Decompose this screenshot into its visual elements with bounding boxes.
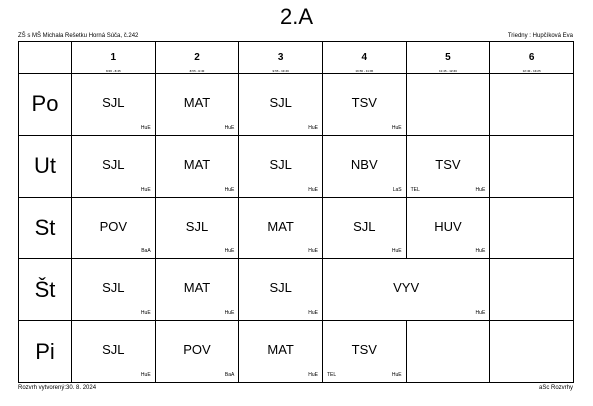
lesson-subject: MAT [267,218,294,234]
lesson-cell[interactable] [239,74,323,136]
day-label: Po [19,74,72,136]
school-name: ZŠ s MŠ Michala Rešetku Horná Súča, č.242 [18,33,139,39]
lesson-subject: POV [99,218,128,234]
lesson-teacher: HuE [224,310,235,317]
lesson-cell[interactable] [155,321,239,383]
lesson-subject: MAT [183,95,211,110]
lesson-subject: MAT [267,342,294,358]
lesson-teacher: BaA [141,248,151,255]
lesson-teacher: HuE [475,310,486,317]
lesson-cell[interactable] [322,197,406,259]
period-header [239,42,323,74]
lesson-cell[interactable] [72,197,156,259]
lesson-subject: HUV [434,218,462,234]
day-row [19,135,574,197]
day-label: St [19,197,72,259]
timetable-title: 2.A [279,4,314,29]
lesson-cell[interactable] [322,321,406,383]
period-header [322,42,406,74]
lesson-cell[interactable] [406,135,490,197]
lesson-subject: SJL [269,95,292,110]
lesson-subject: NBV [350,156,378,172]
period-header [406,42,490,74]
period-time: 8:55 - 9:40 [189,69,205,73]
lesson-subject: SJL [353,218,376,234]
lesson-teacher: HuE [391,371,402,378]
lesson-cell[interactable] [155,259,239,321]
lesson-room: TEL [410,186,420,193]
lesson-cell[interactable] [322,259,489,321]
lesson-cell[interactable] [72,74,156,136]
class-teacher: Triedny : Hupčíková Eva [507,33,573,39]
period-header [155,42,239,74]
lesson-teacher: HuE [308,124,318,131]
lesson-teacher: BaA [224,371,235,378]
lesson-cell[interactable] [490,321,574,383]
lesson-cell[interactable] [490,74,574,136]
day-row [19,74,574,136]
lesson-cell[interactable] [239,259,323,321]
lesson-cell[interactable] [406,197,490,259]
lesson-teacher: HuE [224,248,235,255]
lesson-cell[interactable] [239,321,323,383]
lesson-teacher: HuE [140,371,151,378]
lesson-cell[interactable] [322,74,406,136]
period-number: 1 [110,52,117,63]
period-time: 11:45 - 12:30 [439,69,457,73]
lesson-room: TEL [326,371,337,378]
period-header [72,42,156,74]
period-header-row [19,42,574,74]
lesson-cell[interactable] [239,197,323,259]
period-number: 3 [277,52,284,63]
lesson-cell[interactable] [239,135,323,197]
period-number: 6 [528,52,535,63]
lesson-cell[interactable] [72,259,156,321]
day-label: Ut [19,135,72,197]
corner-cell [19,42,72,74]
lesson-teacher: HuE [391,248,402,255]
lesson-subject: MAT [183,156,211,172]
lesson-subject: SJL [102,342,125,358]
lesson-subject: TSV [351,95,377,110]
lesson-teacher: HuE [224,124,235,131]
lesson-subject: POV [183,342,211,358]
lesson-subject: SJL [102,156,125,172]
lesson-subject: SJL [102,95,125,110]
period-number: 2 [194,52,200,63]
lesson-subject: VYV [393,280,420,296]
lesson-teacher: HuE [308,248,318,255]
period-time: 12:40 - 13:25 [522,69,541,73]
lesson-subject: SJL [102,280,125,296]
lesson-subject: SJL [185,218,209,234]
day-label: Pi [19,321,72,383]
lesson-cell[interactable] [406,74,490,136]
day-row [19,321,574,383]
lesson-teacher: HuE [308,186,318,193]
lesson-cell[interactable] [322,135,406,197]
software-brand: aSc Rozvrhy [538,385,573,391]
lesson-teacher: HuE [140,124,151,131]
lesson-cell[interactable] [490,135,574,197]
day-label: Št [19,259,72,321]
lesson-teacher: HuE [140,186,151,193]
lesson-teacher: HuE [475,248,486,255]
lesson-cell[interactable] [155,135,239,197]
lesson-teacher: HuE [308,310,318,317]
period-header [490,42,574,74]
period-time: 10:50 - 11:35 [355,69,374,73]
lesson-teacher: LaS [392,186,402,193]
period-number: 5 [445,52,451,63]
lesson-cell[interactable] [490,259,574,321]
lesson-teacher: HuE [224,186,235,193]
lesson-subject: TSV [435,156,461,172]
lesson-cell[interactable] [72,135,156,197]
lesson-teacher: HuE [475,186,486,193]
lesson-cell[interactable] [155,197,239,259]
lesson-subject: MAT [183,280,211,296]
lesson-teacher: HuE [391,124,402,131]
timetable-grid [18,41,574,383]
day-row [19,259,574,321]
period-time: 9:55 - 10:40 [272,69,289,73]
lesson-subject: TSV [351,342,377,358]
period-time: 8:00 - 8:45 [105,69,121,73]
lesson-cell[interactable] [155,74,239,136]
day-row [19,197,574,259]
lesson-cell[interactable] [72,321,156,383]
period-number: 4 [361,52,368,63]
lesson-teacher: HuE [308,371,318,378]
lesson-cell[interactable] [490,197,574,259]
created-date: Rozvrh vytvorený:30. 8. 2024 [18,385,97,391]
lesson-teacher: HuE [140,310,151,317]
lesson-cell[interactable] [406,321,490,383]
lesson-subject: SJL [269,156,292,172]
lesson-subject: SJL [269,280,292,296]
